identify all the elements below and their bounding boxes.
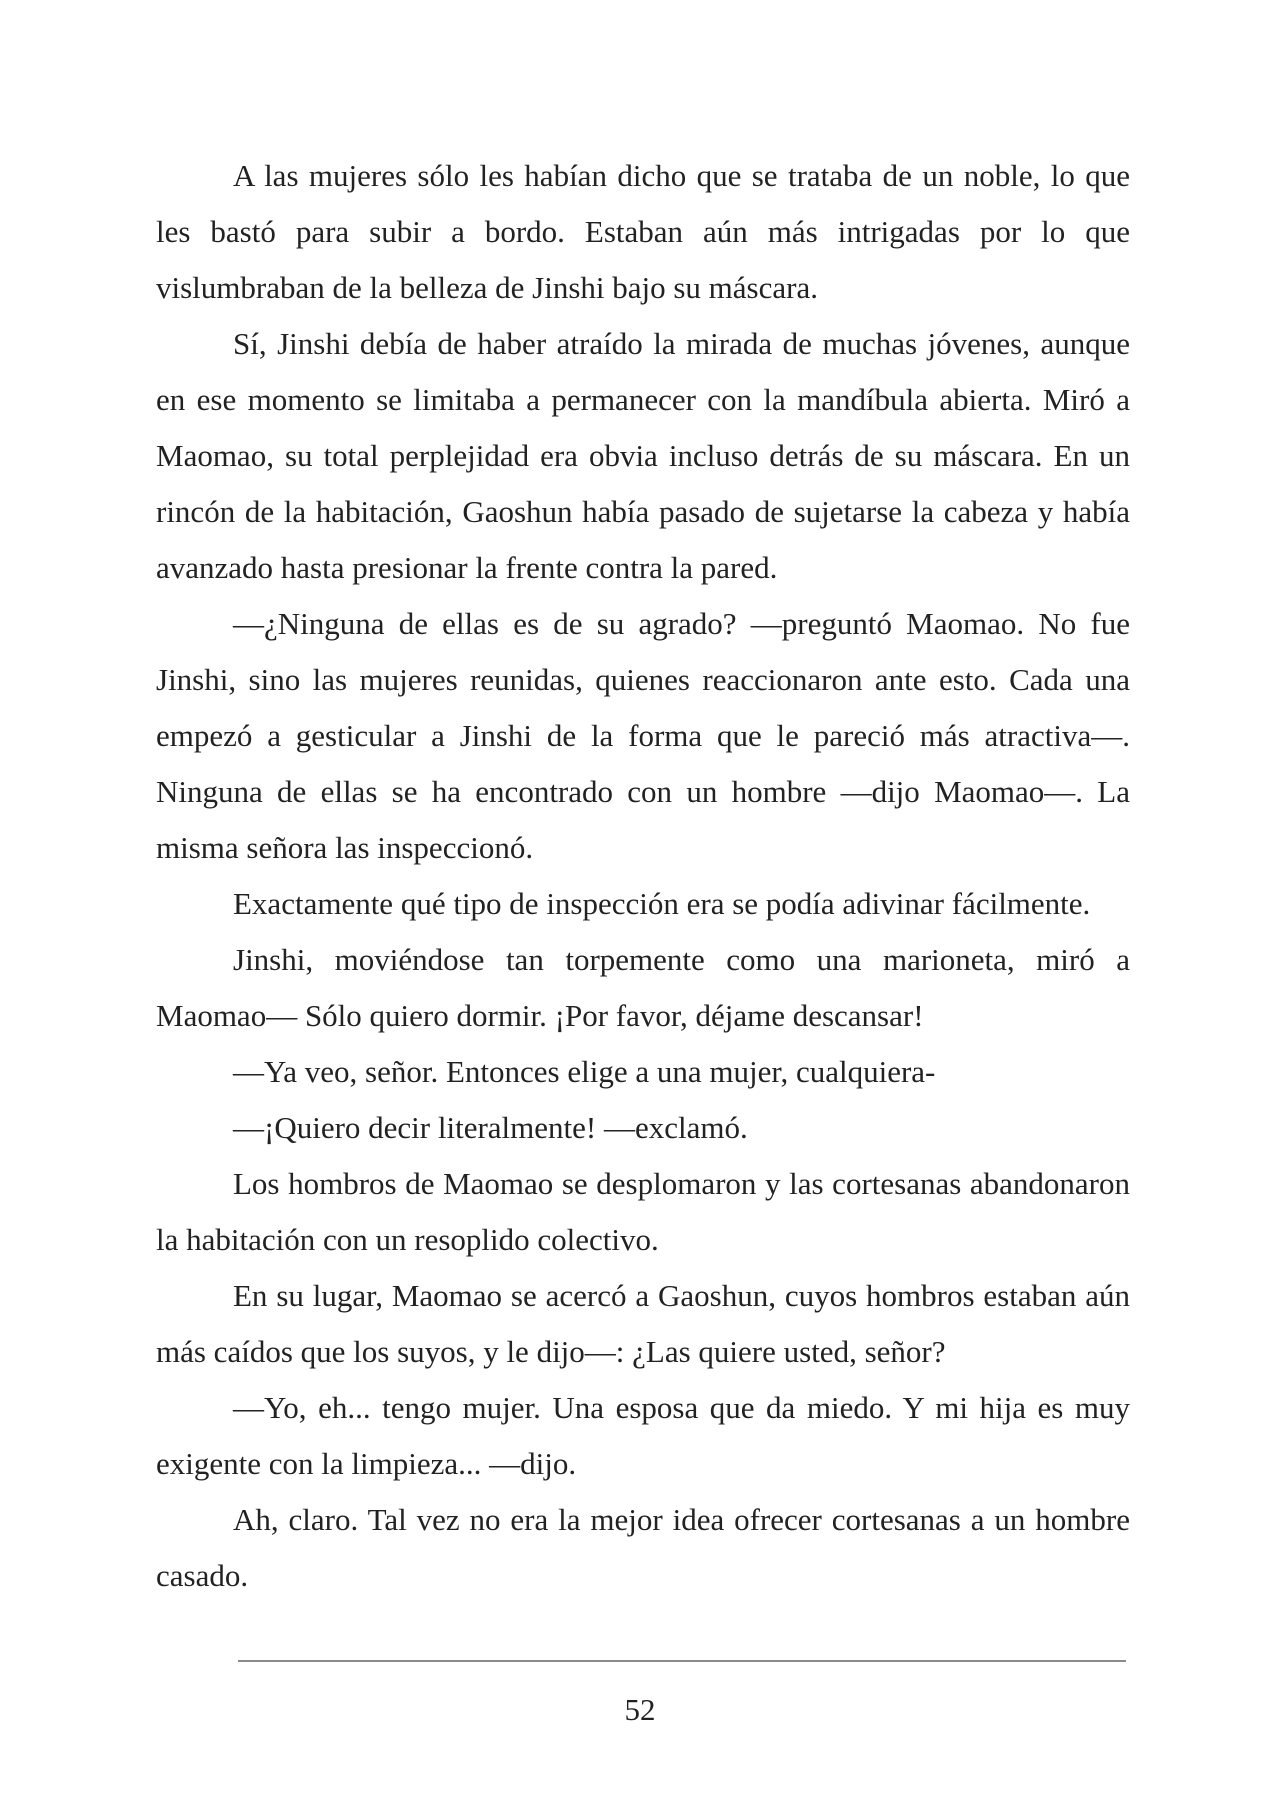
paragraph: Exactamente qué tipo de inspección era se podía adivinar fácilmente. (233, 886, 1091, 921)
paragraph: Los hombros de Maomao se desplomaron y las cortesanas abandonaron la habitación con un resoplido colectivo. (156, 1166, 1130, 1257)
paragraph: Ah, claro. Tal vez no era la mejor idea ofrecer cortesanas a un hombre casado. (156, 1502, 1130, 1593)
footer-divider (238, 1660, 1126, 1662)
paragraph: —Yo, eh... tengo mujer. Una esposa que da miedo. Y mi hija es muy exigente con la limpieza... —dijo. (156, 1390, 1130, 1481)
paragraph: Sí, Jinshi debía de haber atraído la mirada de muchas jóvenes, aunque en ese momento se limitaba a permanecer con la mandíbula abierta. Miró a Maomao, su total perplejidad era obvia incluso detrás de su máscara. En un rincón de la habitación, Gaoshun había pasado de sujetarse la cabeza y había avanzado hasta presionar la frente contra la pared. (156, 326, 1130, 585)
paragraph: A las mujeres sólo les habían dicho que se trataba de un noble, lo que les bastó para subir a bordo. Estaban aún más intrigadas por lo que vislumbraban de la belleza de Jinshi bajo su máscara. (156, 158, 1130, 305)
paragraph: —Ya veo, señor. Entonces elige a una mujer, cualquiera- (233, 1054, 936, 1089)
paragraph: —¡Quiero decir literalmente! —exclamó. (233, 1110, 748, 1145)
body-text (156, 148, 1130, 1604)
paragraph: En su lugar, Maomao se acercó a Gaoshun, cuyos hombros estaban aún más caídos que los suyos, y le dijo—: ¿Las quiere usted, señor? (156, 1278, 1130, 1369)
page-number: 52 (624, 1692, 656, 1727)
paragraph: —¿Ninguna de ellas es de su agrado? —preguntó Maomao. No fue Jinshi, sino las mujeres reunidas, quienes reaccionaron ante esto. Cada una empezó a gesticular a Jinshi de la forma que le pareció más atractiva—. Ninguna de ellas se ha encontrado con un hombre —dijo Maomao—. La misma señora las inspeccionó. (156, 606, 1130, 865)
paragraph: Jinshi, moviéndose tan torpemente como una marioneta, miró a Maomao— Sólo quiero dormir. ¡Por favor, déjame descansar! (156, 942, 1130, 1033)
